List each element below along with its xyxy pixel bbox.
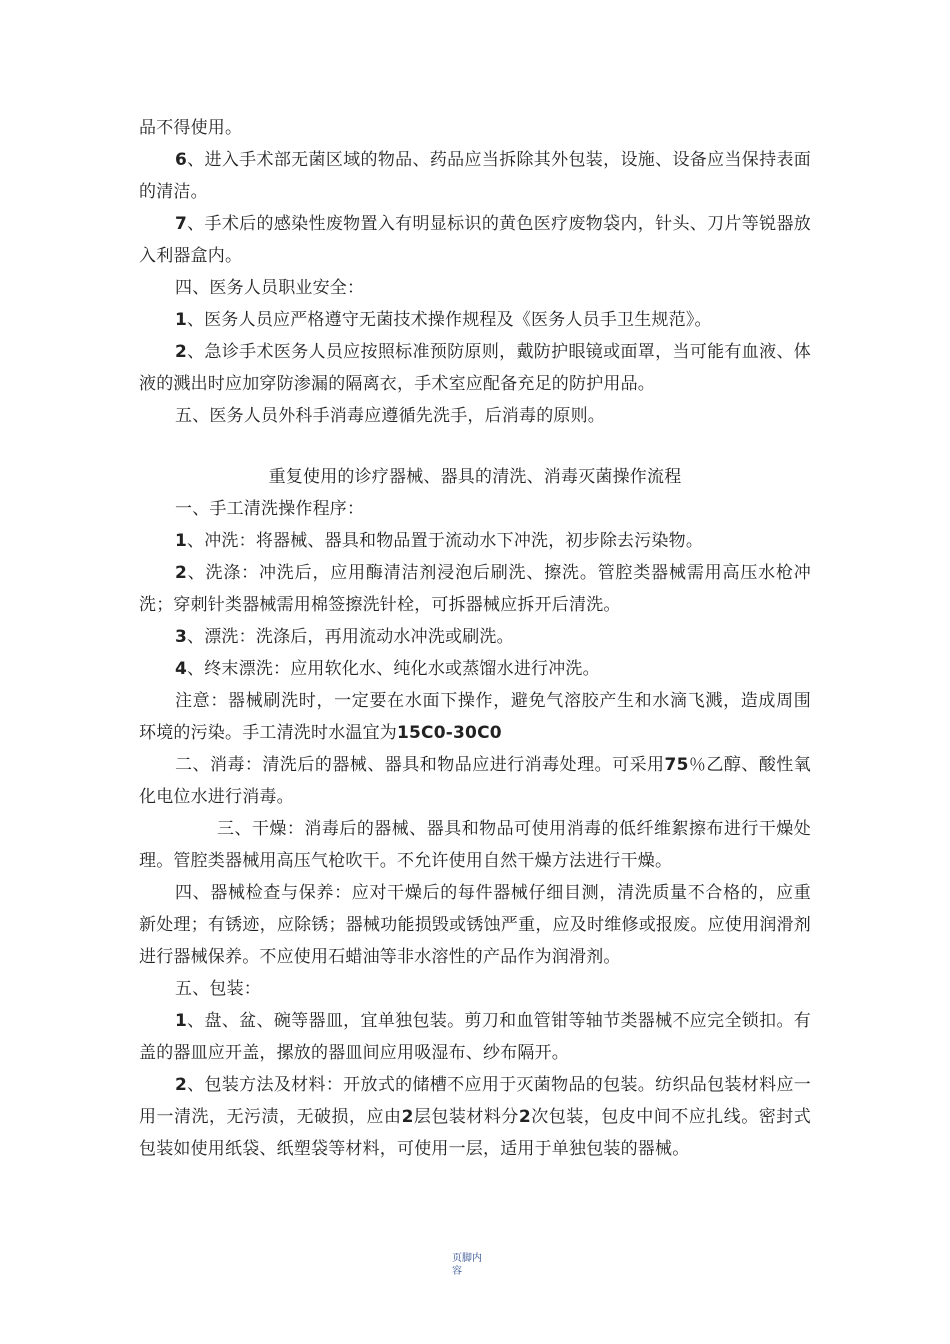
- paragraph: [139, 1069, 811, 1165]
- percentage-value: 75: [664, 755, 689, 775]
- paragraph: [139, 557, 811, 621]
- document-body: [139, 112, 811, 1165]
- paragraph-text: 四、器械检查与保养：应对干燥后的每件器械仔细目测，清洗质量不合格的，应重新处理；有锈迹，应除锈；器械功能损毁或锈蚀严重，应及时维修或报废。应使用润滑剂进行器械保养。不应使用石蜡油等非水溶性的产品作为润滑剂。: [139, 883, 811, 967]
- item-number: 4: [175, 659, 188, 679]
- paragraph-text: 、盘、盆、碗等器皿，宜单独包装。剪刀和血管钳等轴节类器械不应完全锁扣。有盖的器皿应开盖，摞放的器皿间应用吸湿布、纱布隔开。: [139, 1011, 811, 1063]
- paragraph-text: 、医务人员应严格遵守无菌技术操作规程及《医务人员手卫生规范》。: [187, 310, 712, 330]
- paragraph-text: 次包装，包皮中间不应扎线。密封式包装如使用纸袋、纸塑袋等材料，可使用一层，适用于单独包装的器械。: [139, 1107, 812, 1159]
- page-footer: [452, 1252, 502, 1278]
- section-heading: [139, 973, 811, 1005]
- paragraph-text: 、洗涤：冲洗后，应用酶清洁剂浸泡后刷洗、擦洗。管腔类器械需用高压水枪冲洗；穿刺针类器械需用棉签擦洗针栓，可拆器械应拆开后清洗。: [139, 563, 811, 615]
- paragraph-text: 三、干燥：消毒后的器械、器具和物品可使用消毒的低纤维絮擦布进行干燥处理。管腔类器械用高压气枪吹干。不允许使用自然干燥方法进行干燥。: [139, 819, 811, 871]
- paragraph: [139, 208, 811, 272]
- paragraph: [139, 304, 811, 336]
- item-number: 2: [175, 1075, 188, 1095]
- paragraph-text: 四、医务人员职业安全：: [175, 278, 365, 298]
- document-title: [139, 461, 811, 493]
- paragraph: [139, 1005, 811, 1069]
- paragraph-text: 五、医务人员外科手消毒应遵循先洗手，后消毒的原则。: [175, 406, 605, 426]
- paragraph-text: 、终末漂洗：应用软化水、纯化水或蒸馏水进行冲洗。: [187, 659, 600, 679]
- item-number: 6: [175, 150, 188, 170]
- title-text: 重复使用的诊疗器械、器具的清洗、消毒灭菌操作流程: [268, 467, 682, 487]
- paragraph-text: 品不得使用。: [139, 118, 243, 138]
- item-number: 1: [175, 310, 188, 330]
- paragraph: [139, 813, 811, 877]
- paragraph: [139, 621, 811, 653]
- paragraph: [139, 400, 811, 432]
- footer-text: 容: [452, 1266, 462, 1277]
- paragraph-text: 、漂洗：洗涤后，再用流动水冲洗或刷洗。: [187, 627, 514, 647]
- section-heading: [139, 493, 811, 525]
- paragraph-text: ％乙醇、酸性氧化电位水进行消毒。: [139, 755, 811, 807]
- paragraph: [139, 749, 811, 813]
- paragraph: [139, 112, 811, 144]
- paragraph-text: 、手术后的感染性废物置入有明显标识的黄色医疗废物袋内，针头、刀片等锐器放入利器盒内。: [139, 214, 811, 266]
- paragraph: [139, 877, 811, 973]
- paragraph: [139, 525, 811, 557]
- item-number: 7: [175, 214, 188, 234]
- footer-text: 页脚内: [452, 1253, 482, 1264]
- paragraph: [139, 685, 811, 749]
- item-number: 2: [175, 563, 188, 583]
- paragraph-text: 、包装方法及材料：开放式的储槽不应用于灭菌物品的包装。纺织品包装材料应一用一清洗，无污渍，无破损，应由: [139, 1075, 811, 1127]
- wrap-count: 2: [518, 1107, 531, 1127]
- item-number: 3: [175, 627, 188, 647]
- paragraph-text: 一、手⼯清洗操作程序：: [175, 499, 365, 519]
- paragraph: [139, 653, 811, 685]
- paragraph-text: 、急诊手术医务人员应按照标准预防原则，戴防护眼镜或面罩，当可能有血液、体液的溅出时应加穿防渗漏的隔离衣，手术室应配备充足的防护用品。: [139, 342, 811, 394]
- paragraph-text: 层包装材料分: [413, 1107, 519, 1127]
- temperature-value: 15C0-30C0: [397, 723, 502, 743]
- paragraph-text: 二、消毒：清洗后的器械、器具和物品应进行消毒处理。可采用: [175, 755, 665, 775]
- paragraph-text: 、冲洗：将器械、器具和物品置于流动水下冲洗，初步除去污染物。: [187, 531, 704, 551]
- blank-line: [139, 432, 811, 461]
- paragraph-text: 、进入手术部无菌区域的物品、药品应当拆除其外包装，设施、设备应当保持表面的清洁。: [139, 150, 811, 202]
- paragraph-text: 五、包装：: [175, 979, 261, 999]
- paragraph-text: 注意：器械刷洗时，一定要在水面下操作，避免气溶胶产生和水滴飞溅，造成周围环境的污染。手⼯清洗时水温宜为: [139, 691, 811, 743]
- section-heading: [139, 272, 811, 304]
- paragraph: [139, 144, 811, 208]
- layer-count: 2: [401, 1107, 414, 1127]
- item-number: 1: [175, 531, 188, 551]
- item-number: 1: [175, 1011, 188, 1031]
- item-number: 2: [175, 342, 188, 362]
- paragraph: [139, 336, 811, 400]
